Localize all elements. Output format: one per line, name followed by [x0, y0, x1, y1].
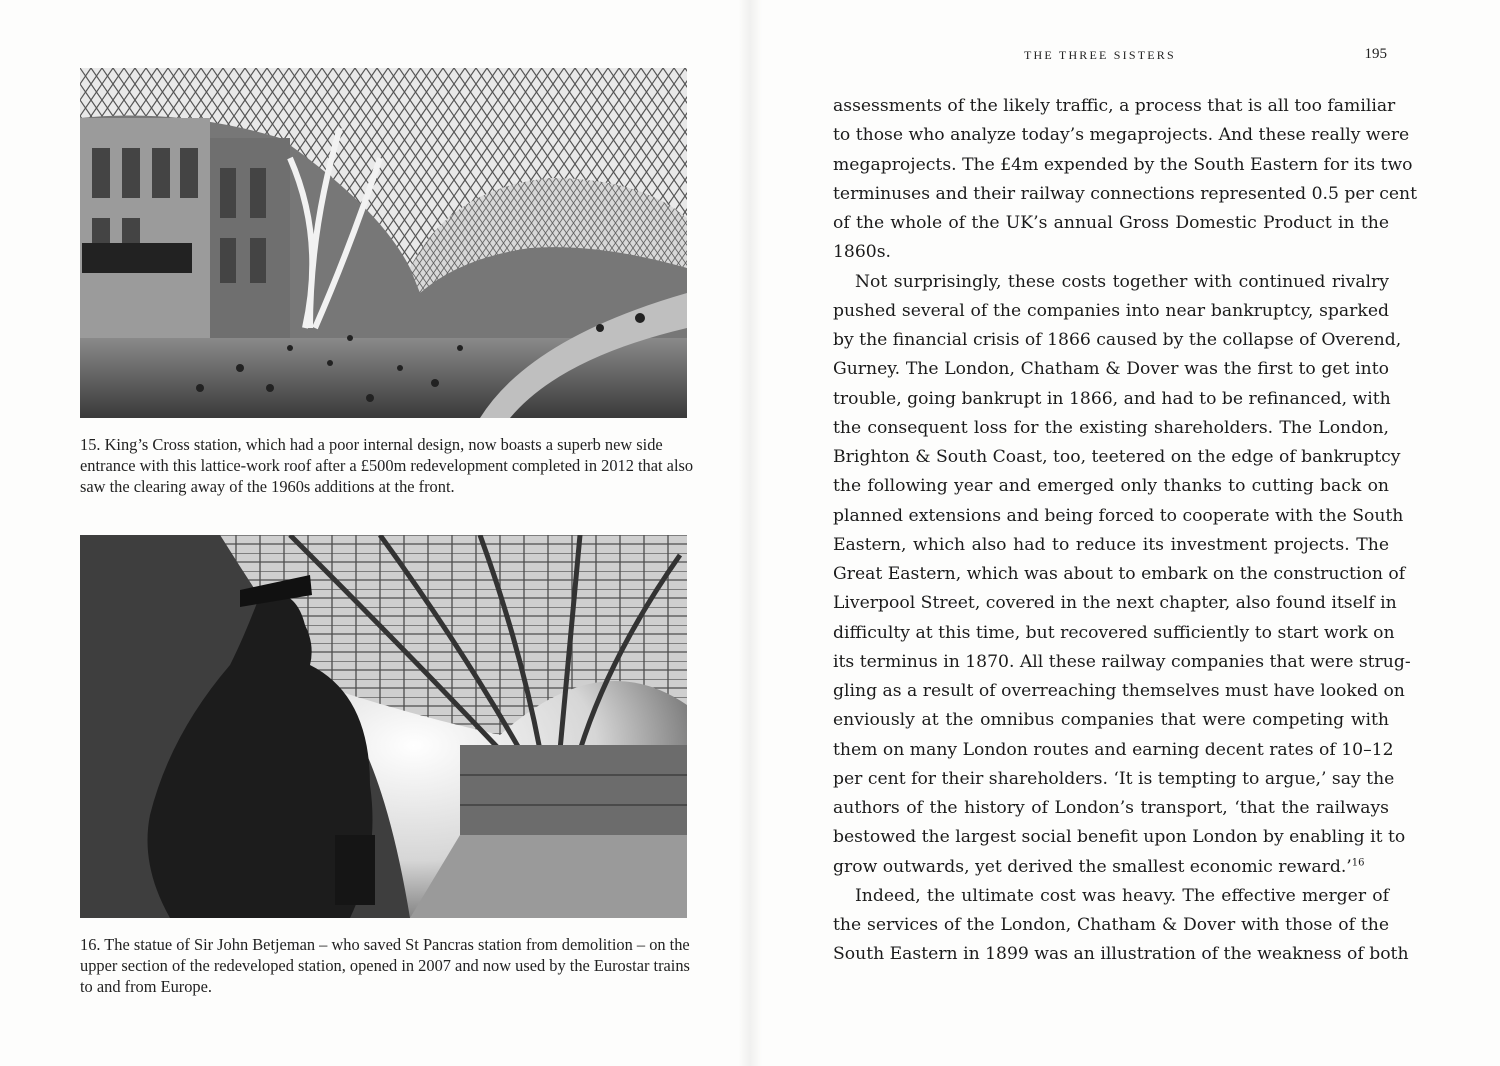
text-line: Eastern, which also had to reduce its investment projects. The	[833, 534, 1389, 555]
text-line: to those who analyze today’s megaprojects. And these really were	[833, 125, 1410, 146]
text-line: Gurney. The London, Chatham & Dover was the first to get into	[833, 359, 1389, 380]
text-line: per cent for their shareholders. ‘It is tempting to argue,’ say the	[833, 768, 1395, 789]
figure-16-caption: 16. The statue of Sir John Betjeman – who saved St Pancras station from demolition – on the upper section of the redeveloped station, opened in 2007 and now used by the Eurostar trains to and from Europe.	[80, 935, 690, 996]
text-line: megaprojects. The £4m expended by the South Eastern for its two	[833, 154, 1413, 175]
st-pancras-illustration	[80, 535, 687, 918]
kings-cross-illustration	[80, 68, 687, 418]
figure-15-caption: 15. King’s Cross station, which had a poor internal design, now boasts a superb new side entrance with this lattice-work roof after a £500m redevelopment completed in 2012 that also saw the clearing away of the 1960s additions at the front.	[80, 435, 694, 496]
text-line: pushed several of the companies into near bankruptcy, sparked	[833, 300, 1389, 321]
page-gutter	[738, 0, 762, 1066]
page-number: 195	[1364, 46, 1387, 62]
paragraph-start-line: Indeed, the ultimate cost was heavy. The effective merger of	[855, 885, 1389, 906]
text-line: difficulty at this time, but recovered sufficiently to start work on	[833, 622, 1395, 643]
text-line: 1860s.	[833, 242, 892, 263]
text-line: them on many London routes and earning decent rates of 10–12	[833, 739, 1394, 760]
text-line: terminuses and their railway connections represented 0.5 per cent	[833, 183, 1418, 204]
text-line: grow outwards, yet derived the smallest economic reward.’	[833, 856, 1352, 877]
body-text	[833, 92, 1418, 970]
st-pancras-photo	[80, 535, 687, 918]
text-line: the consequent loss for the existing shareholders. The London,	[833, 417, 1389, 438]
text-line: planned extensions and being forced to cooperate with the South	[833, 505, 1404, 526]
text-line: Liverpool Street, covered in the next chapter, also found itself in	[833, 593, 1397, 614]
text-line: bestowed the largest social benefit upon London by enabling it to	[833, 827, 1406, 848]
text-line: gling as a result of overreaching themselves must have looked on	[833, 681, 1405, 701]
text-line: South Eastern in 1899 was an illustration of the weakness of both	[833, 944, 1409, 965]
text-line: Brighton & South Coast, too, teetered on the edge of bankruptcy	[833, 447, 1401, 467]
text-line: by the financial crisis of 1866 caused by the collapse of Overend,	[833, 330, 1402, 350]
text-line: authors of the history of London’s transport, ‘that the railways	[833, 798, 1389, 818]
text-line: its terminus in 1870. All these railway companies that were strug-	[833, 651, 1411, 672]
kings-cross-photo	[80, 68, 687, 418]
text-line: enviously at the omnibus companies that were competing with	[833, 710, 1389, 731]
running-head: THE THREE SISTERS	[1024, 48, 1176, 62]
text-line: Great Eastern, which was about to embark on the construction of	[833, 564, 1406, 584]
paragraph-start-line: Not surprisingly, these costs together with continued rivalry	[855, 271, 1389, 292]
text-line: the following year and emerged only thanks to cutting back on	[833, 476, 1389, 497]
text-line: trouble, going bankrupt in 1866, and had to be refinanced, with	[833, 388, 1391, 409]
footnote-reference: 16	[1351, 856, 1365, 868]
text-line: of the whole of the UK’s annual Gross Domestic Product in the	[833, 213, 1389, 233]
text-line-with-footnote	[833, 853, 1389, 882]
text-line: the services of the London, Chatham & Dover with those of the	[833, 915, 1389, 935]
text-line: assessments of the likely traffic, a process that is all too familiar	[833, 96, 1396, 116]
